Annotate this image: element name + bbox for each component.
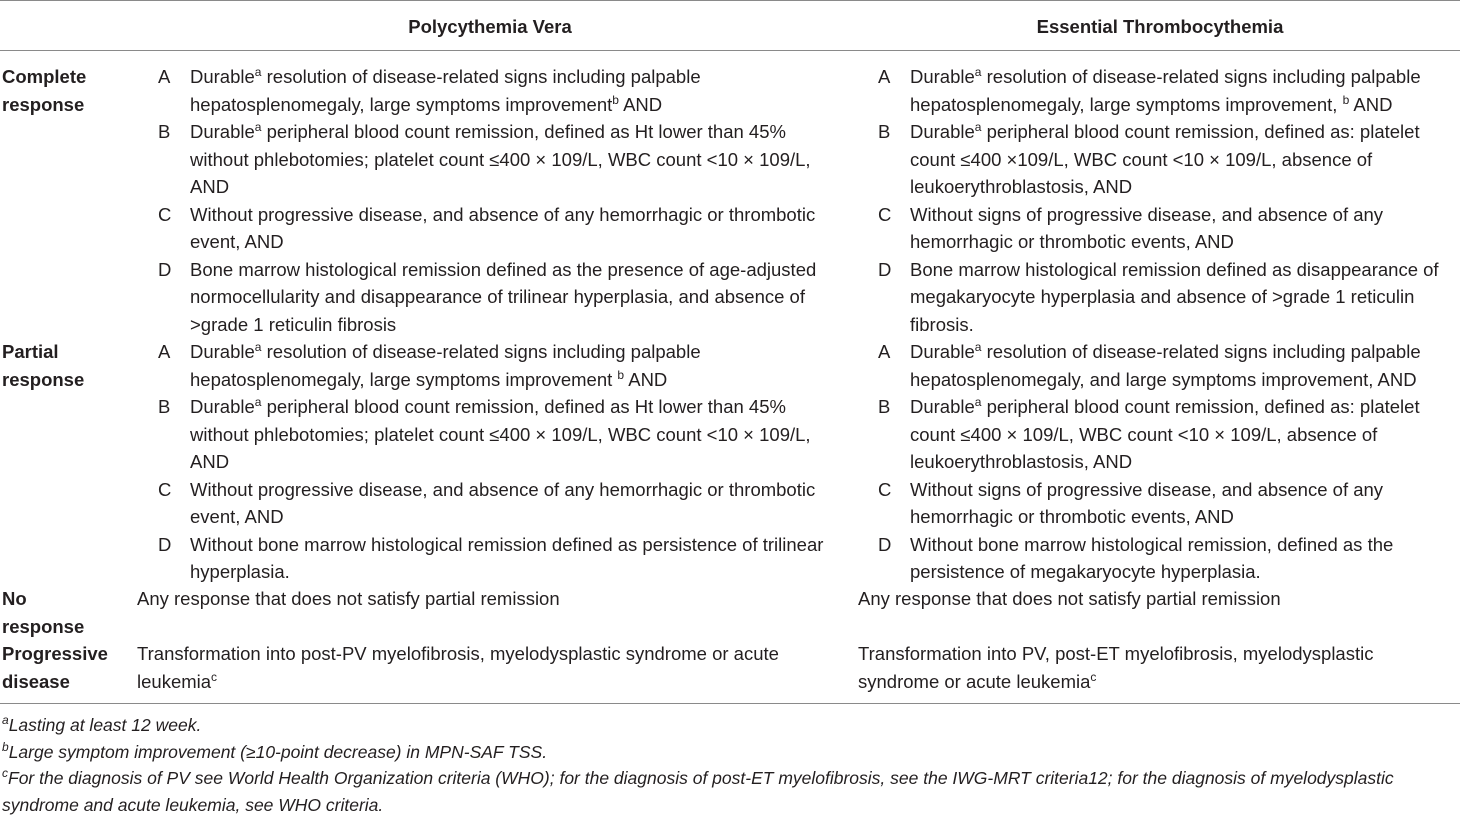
pv-progressive-text: Transformation into post-PV myelofibrosis, myelodysplastic syndrome or acute leukemia$^c$ <box>137 643 779 692</box>
criterion-item: A Durable$^a$ resolution of disease-related signs including palpable hepatosplenomegaly, large symptoms improvement$^b$ AND <box>158 65 701 115</box>
row-label: Complete response <box>2 66 87 115</box>
header-bottom-rule <box>0 50 1460 51</box>
et-criteria <box>878 338 1458 586</box>
et-progressive-text: Transformation into PV, post-ET myelofibrosis, myelodysplastic syndrome or acute leukemia$^c$ <box>858 643 1374 692</box>
criterion-item: A Durable$^a$ resolution of disease-related signs including palpable hepatosplenomegaly, large symptoms improvement, $^b$ AND <box>878 65 1421 115</box>
criterion-item: D Without bone marrow histological remission defined as persistence of trilinear hyperplasia. <box>158 533 824 582</box>
criterion-item: B Durable$^a$ peripheral blood count remission, defined as Ht lower than 45% without phlebotomies; platelet count ≤400 × 109/L, WBC count <10 × 109/L, AND <box>158 120 811 197</box>
footnotes <box>2 712 1458 818</box>
criterion-item: C Without signs of progressive disease, and absence of any hemorrhagic or thrombotic events, AND <box>878 203 1384 252</box>
header-polycythemia-vera: Polycythemia Vera <box>408 16 572 37</box>
row-label: Progressive disease <box>2 643 108 692</box>
row-label: No response <box>2 588 85 637</box>
criterion-item: C Without progressive disease, and absence of any hemorrhagic or thrombotic event, AND <box>158 203 816 252</box>
header-essential-thrombocythemia: Essential Thrombocythemia <box>1036 16 1284 37</box>
pv-no-response-text: Any response that does not satisfy partial remission <box>137 588 560 609</box>
criterion-item: D Bone marrow histological remission defined as disappearance of megakaryocyte hyperplasia and absence of >grade 1 reticulin fibrosis. <box>878 258 1439 335</box>
pv-criteria <box>158 338 838 586</box>
et-criteria <box>878 63 1458 338</box>
criterion-item: D Without bone marrow histological remission, defined as the persistence of megakaryocyte hyperplasia. <box>878 533 1394 582</box>
et-no-response-text: Any response that does not satisfy partial remission <box>858 588 1281 609</box>
criterion-item: B Durable$^a$ peripheral blood count remission, defined as: platelet count ≤400 ×109/L, WBC count <10 × 109/L, absence of leukoerythroblastosis, AND <box>878 120 1420 197</box>
criterion-item: A Durable$^a$ resolution of disease-related signs including palpable hepatosplenomegaly, and large symptoms improvement, AND <box>878 340 1421 390</box>
criterion-item: B Durable$^a$ peripheral blood count remission, defined as: platelet count ≤400 × 109/L, WBC count <10 × 109/L, absence of leukoerythroblastosis, AND <box>878 395 1420 472</box>
criterion-item: A Durable$^a$ resolution of disease-related signs including palpable hepatosplenomegaly, large symptoms improvement $^b$ AND <box>158 340 701 390</box>
criterion-item: C Without progressive disease, and absence of any hemorrhagic or thrombotic event, AND <box>158 478 816 527</box>
criterion-item: B Durable$^a$ peripheral blood count remission, defined as Ht lower than 45% without phlebotomies; platelet count ≤400 × 109/L, WBC count <10 × 109/L, AND <box>158 395 811 472</box>
footnote-b: $^b$Large symptom improvement (≥10-point decrease) in MPN-SAF TSS. <box>2 739 548 762</box>
criterion-item: D Bone marrow histological remission defined as the presence of age-adjusted normocellularity and disappearance of trilinear hyperplasia, and absence of >grade 1 reticulin fibrosis <box>158 258 817 335</box>
footnote-c: $^c$For the diagnosis of PV see World Health Organization criteria (WHO); for the diagnosis of post-ET myelofibrosis, see the IWG-MRT criteria12; for the diagnosis of myelodysplastic syndrome and acute leukemia, see WHO criteria. <box>2 766 1394 815</box>
pv-criteria <box>158 63 838 338</box>
row-label: Partial response <box>2 341 85 390</box>
criterion-item: C Without signs of progressive disease, and absence of any hemorrhagic or thrombotic events, AND <box>878 478 1384 527</box>
table-bottom-rule <box>0 703 1460 704</box>
footnote-a: $^a$Lasting at least 12 week. <box>2 713 202 735</box>
table-top-rule <box>0 0 1460 1</box>
